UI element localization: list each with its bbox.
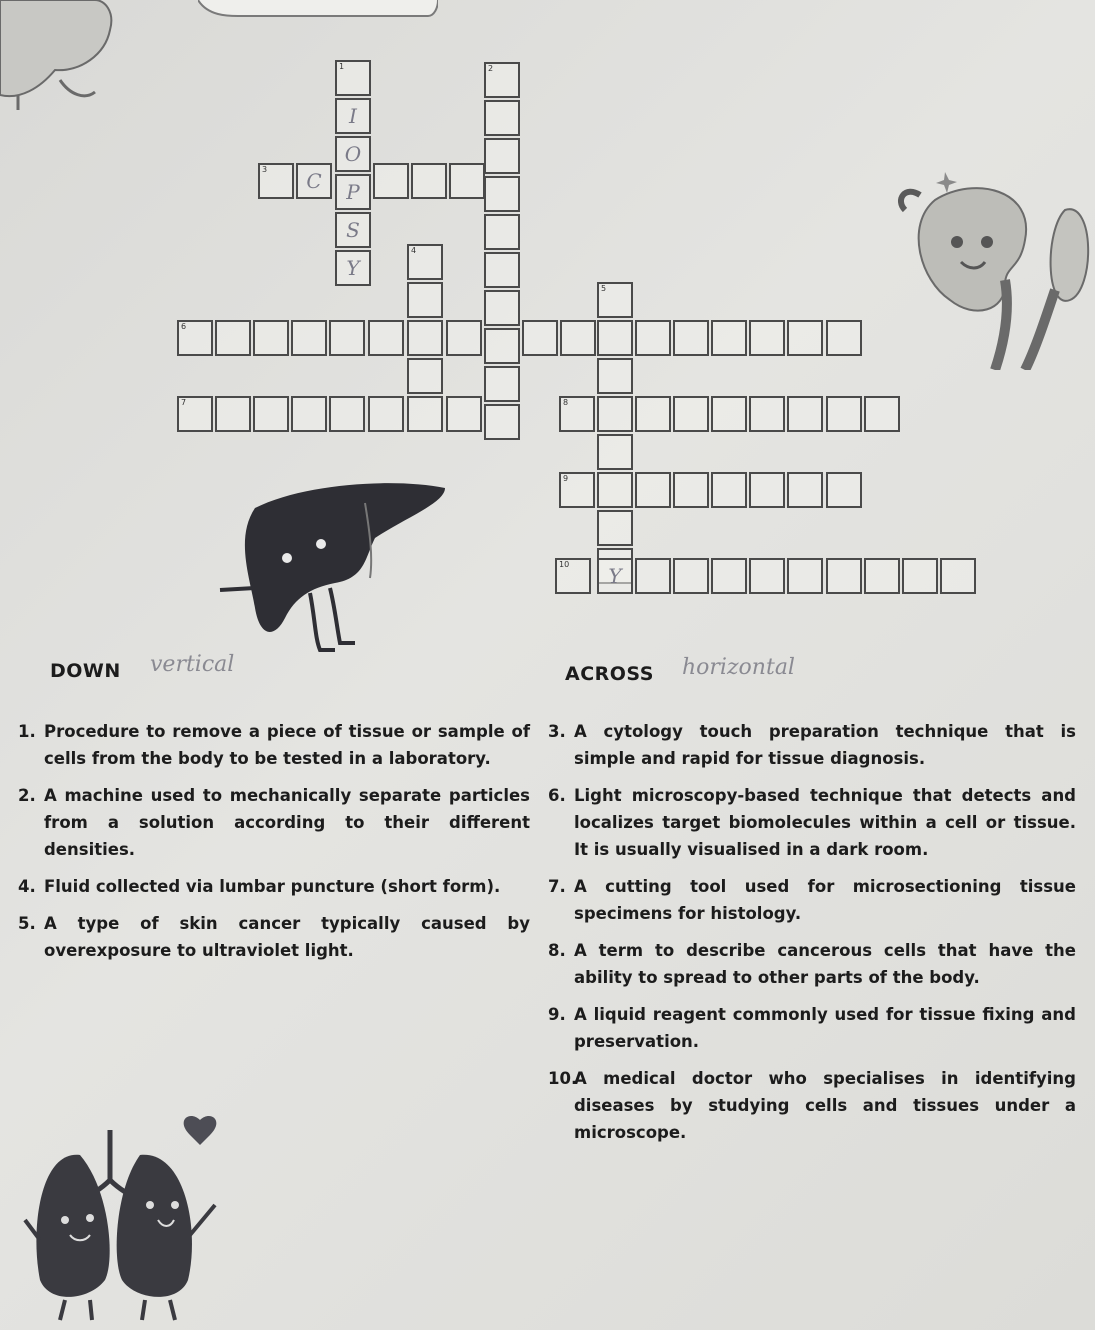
clue-number: 8. (548, 941, 566, 960)
crossword-cell[interactable] (787, 396, 823, 432)
crossword-cell[interactable] (291, 320, 327, 356)
crossword-cell[interactable] (826, 472, 862, 508)
crossword-cell[interactable] (711, 320, 747, 356)
crossword-cell[interactable] (335, 98, 371, 134)
crossword-cell[interactable] (407, 244, 443, 280)
crossword-cell[interactable] (555, 558, 591, 594)
across-handwritten-note: horizontal (682, 655, 795, 680)
handwritten-letter: P (346, 180, 360, 204)
across-clues (548, 718, 1076, 1156)
crossword-cell[interactable] (484, 328, 520, 364)
crossword-cell[interactable] (749, 558, 785, 594)
crossword-grid (0, 0, 1095, 620)
crossword-cell[interactable] (446, 320, 482, 356)
down-handwritten-note: vertical (150, 652, 235, 677)
crossword-cell[interactable] (635, 320, 671, 356)
across-clue (548, 1065, 1076, 1146)
crossword-cell[interactable] (335, 174, 371, 210)
crossword-cell[interactable] (484, 290, 520, 326)
across-clue (548, 782, 1076, 863)
clue-number: 1. (18, 722, 36, 741)
across-clue (548, 873, 1076, 927)
crossword-cell[interactable] (407, 320, 443, 356)
crossword-cell[interactable] (597, 396, 633, 432)
clue-number: 6. (548, 786, 566, 805)
crossword-cell[interactable] (253, 320, 289, 356)
crossword-cell[interactable] (258, 163, 294, 199)
crossword-cell[interactable] (902, 558, 938, 594)
down-clue (18, 873, 530, 900)
crossword-cell[interactable] (335, 136, 371, 172)
down-clue (18, 782, 530, 863)
handwritten-letter: O (344, 142, 362, 166)
clue-text: A cytology touch preparation technique that is simple and rapid for tissue diagnosis. (574, 722, 1076, 768)
crossword-cell[interactable] (597, 282, 633, 318)
clue-number-label: 7 (181, 398, 187, 407)
crossword-cell[interactable] (484, 214, 520, 250)
crossword-cell[interactable] (787, 472, 823, 508)
crossword-cell[interactable] (368, 320, 404, 356)
clue-text: Fluid collected via lumbar puncture (short form). (44, 877, 501, 896)
clue-number: 3. (548, 722, 566, 741)
crossword-cell[interactable] (215, 320, 251, 356)
crossword-cell[interactable] (560, 320, 596, 356)
clue-number-label: 6 (181, 322, 187, 331)
crossword-cell[interactable] (368, 396, 404, 432)
clue-text: A liquid reagent commonly used for tissue fixing and preservation. (574, 1005, 1076, 1051)
handwritten-letter: I (349, 104, 357, 128)
clue-number-label: 8 (563, 398, 569, 407)
across-clue (548, 1001, 1076, 1055)
crossword-cell[interactable] (597, 472, 633, 508)
crossword-cell[interactable] (749, 472, 785, 508)
clue-number: 4. (18, 877, 36, 896)
liver-character-illustration (215, 478, 455, 668)
crossword-cell[interactable] (673, 472, 709, 508)
clue-number-label: 2 (488, 64, 494, 73)
handwritten-letter: Y (346, 256, 360, 280)
down-clue (18, 910, 530, 964)
crossword-cell[interactable] (215, 396, 251, 432)
crossword-cell[interactable] (864, 558, 900, 594)
crossword-cell[interactable] (826, 558, 862, 594)
down-heading: DOWN (50, 660, 121, 682)
clue-number: 2. (18, 786, 36, 805)
crossword-cell[interactable] (597, 358, 633, 394)
crossword-cell[interactable] (635, 396, 671, 432)
crossword-cell[interactable] (484, 176, 520, 212)
crossword-cell[interactable] (446, 396, 482, 432)
clue-number-label: 1 (339, 62, 345, 71)
crossword-cell[interactable] (177, 396, 213, 432)
crossword-cell[interactable] (335, 212, 371, 248)
crossword-cell[interactable] (449, 163, 485, 199)
clue-text: A machine used to mechanically separate particles from a solution according to their different densities. (44, 786, 530, 859)
clue-number: 9. (548, 1005, 566, 1024)
clue-text: A medical doctor who specialises in identifying diseases by studying cells and tissues under a microscope. (574, 1069, 1076, 1142)
crossword-cell[interactable] (597, 320, 633, 356)
crossword-cell[interactable] (407, 358, 443, 394)
across-heading: ACROSS (565, 663, 654, 685)
crossword-cell[interactable] (559, 472, 595, 508)
clue-number-label: 4 (411, 246, 417, 255)
crossword-cell[interactable] (673, 320, 709, 356)
crossword-cell[interactable] (522, 320, 558, 356)
clue-text: Light microscopy-based technique that detects and localizes target biomolecules within a cell or tissue. It is usually visualised in a dark room. (574, 786, 1076, 859)
crossword-cell[interactable] (291, 396, 327, 432)
crossword-cell[interactable] (407, 396, 443, 432)
crossword-cell[interactable] (296, 163, 332, 199)
crossword-cell[interactable] (329, 320, 365, 356)
crossword-cell[interactable] (826, 396, 862, 432)
clue-text: Procedure to remove a piece of tissue or sample of cells from the body to be tested in a laboratory. (44, 722, 530, 768)
crossword-cell[interactable] (673, 396, 709, 432)
clue-number-label: 10 (559, 560, 570, 569)
crossword-cell[interactable] (749, 396, 785, 432)
clue-text: A type of skin cancer typically caused by overexposure to ultraviolet light. (44, 914, 530, 960)
crossword-cell[interactable] (826, 320, 862, 356)
down-clue (18, 718, 530, 772)
crossword-cell[interactable] (635, 558, 671, 594)
clue-number-label: 9 (563, 474, 569, 483)
crossword-cell[interactable] (787, 558, 823, 594)
across-clue (548, 937, 1076, 991)
crossword-cell[interactable] (711, 558, 747, 594)
lungs-character-illustration (10, 1110, 250, 1330)
crossword-cell[interactable] (711, 396, 747, 432)
crossword-cell[interactable] (597, 558, 633, 594)
crossword-cell[interactable] (484, 366, 520, 402)
clue-number-label: 3 (262, 165, 268, 174)
clue-number-label: 5 (601, 284, 607, 293)
handwritten-letter: C (306, 169, 322, 193)
crossword-cell[interactable] (673, 558, 709, 594)
clue-text: A term to describe cancerous cells that have the ability to spread to other parts of the body. (574, 941, 1076, 987)
crossword-cell[interactable] (559, 396, 595, 432)
across-clue (548, 718, 1076, 772)
crossword-cell[interactable] (749, 320, 785, 356)
crossword-cell[interactable] (864, 396, 900, 432)
clue-text: A cutting tool used for microsectioning tissue specimens for histology. (574, 877, 1076, 923)
crossword-cell[interactable] (484, 252, 520, 288)
crossword-cell[interactable] (597, 510, 633, 546)
crossword-cell[interactable] (373, 163, 409, 199)
handwritten-letter: S (346, 218, 360, 242)
crossword-cell[interactable] (940, 558, 976, 594)
handwritten-letter: Y (608, 564, 622, 588)
crossword-cell[interactable] (484, 404, 520, 440)
crossword-cell[interactable] (787, 320, 823, 356)
crossword-cell[interactable] (177, 320, 213, 356)
crossword-cell[interactable] (597, 434, 633, 470)
down-clues (18, 718, 530, 974)
crossword-cell[interactable] (635, 472, 671, 508)
crossword-cell[interactable] (335, 60, 371, 96)
clue-number: 7. (548, 877, 566, 896)
crossword-cell[interactable] (253, 396, 289, 432)
clue-number: 10. (548, 1069, 578, 1088)
crossword-cell[interactable] (411, 163, 447, 199)
crossword-cell[interactable] (335, 250, 371, 286)
crossword-cell[interactable] (484, 138, 520, 174)
crossword-cell[interactable] (484, 62, 520, 98)
crossword-cell[interactable] (329, 396, 365, 432)
clue-number: 5. (18, 914, 36, 933)
crossword-cell[interactable] (407, 282, 443, 318)
crossword-cell[interactable] (711, 472, 747, 508)
crossword-cell[interactable] (484, 100, 520, 136)
